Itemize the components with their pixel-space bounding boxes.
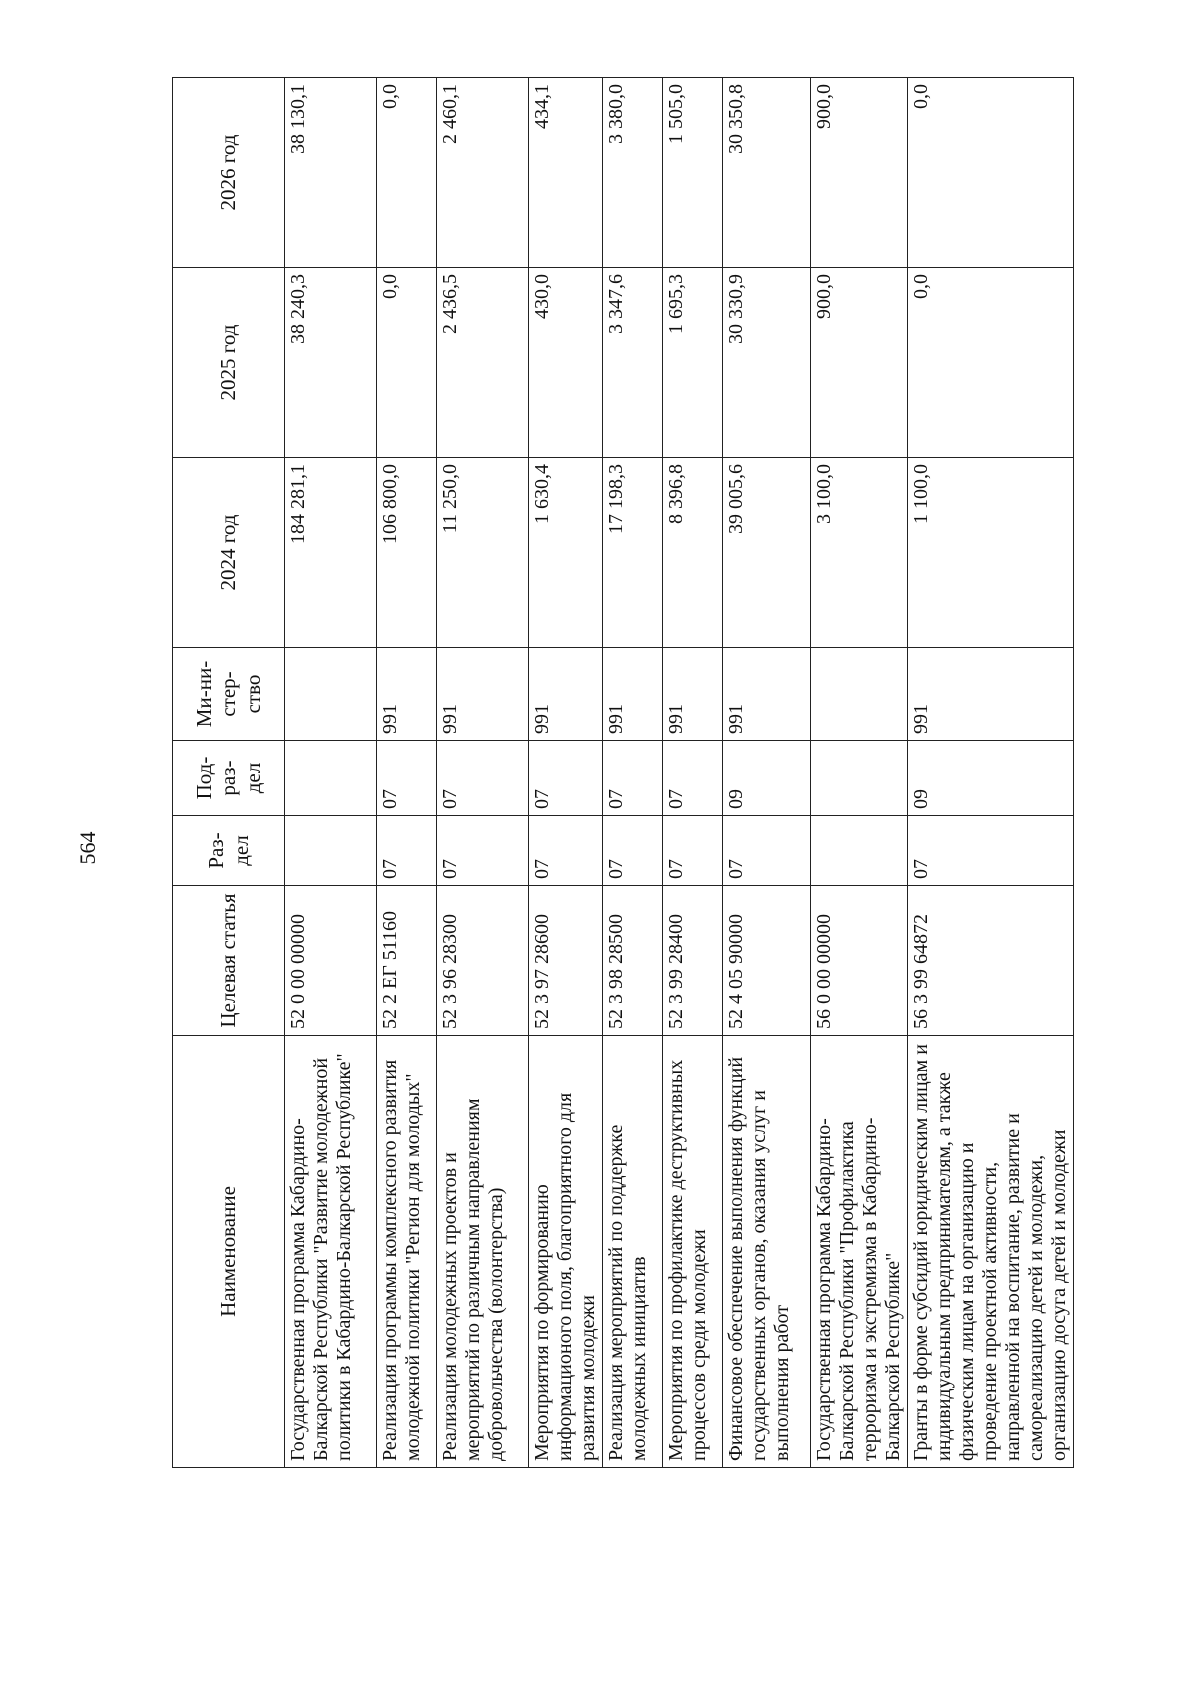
row-target: 52 3 96 28300 — [437, 886, 529, 1036]
row-target: 52 3 98 28500 — [603, 886, 663, 1036]
row-ministry: 991 — [377, 648, 437, 741]
row-2026: 0,0 — [377, 78, 437, 268]
row-2026: 3 380,0 — [603, 78, 663, 268]
page-number: 564 — [75, 831, 100, 865]
row-subsection: 07 — [437, 741, 529, 816]
row-subsection: 09 — [908, 741, 1074, 816]
row-2024: 106 800,0 — [377, 458, 437, 648]
row-2024: 3 100,0 — [811, 458, 908, 648]
row-ministry: 991 — [603, 648, 663, 741]
row-target: 52 3 99 28400 — [663, 886, 723, 1036]
header-2026: 2026 год — [173, 78, 285, 268]
table-header-row — [173, 78, 285, 1468]
row-name: Мероприятия по формированию информационого поля, благоприятного для развития молодежи — [529, 1036, 603, 1468]
row-name: Государственная программа Кабардино-Балкарской Республики "Развитие молодежной политики в Кабардино-Балкарской Республике" — [285, 1036, 377, 1468]
row-section: 07 — [529, 816, 603, 886]
table-row — [811, 78, 908, 1468]
row-name: Мероприятия по профилактике деструктивных процессов среди молодежи — [663, 1036, 723, 1468]
row-2026: 30 350,8 — [723, 78, 811, 268]
row-2026: 1 505,0 — [663, 78, 723, 268]
row-section: 07 — [437, 816, 529, 886]
row-2025: 2 436,5 — [437, 268, 529, 458]
table-row — [663, 78, 723, 1468]
row-2024: 17 198,3 — [603, 458, 663, 648]
row-section — [811, 816, 908, 886]
header-ministry: Ми-ни-стер-ство — [173, 648, 285, 741]
row-section: 07 — [908, 816, 1074, 886]
row-name: Финансовое обеспечение выполнения функций государственных органов, оказания услуг и выполнения работ — [723, 1036, 811, 1468]
header-2025: 2025 год — [173, 268, 285, 458]
row-2024: 1 100,0 — [908, 458, 1074, 648]
row-section — [285, 816, 377, 886]
row-2026: 0,0 — [908, 78, 1074, 268]
row-2024: 11 250,0 — [437, 458, 529, 648]
row-ministry: 991 — [437, 648, 529, 741]
row-2026: 434,1 — [529, 78, 603, 268]
row-2024: 39 005,6 — [723, 458, 811, 648]
row-subsection: 07 — [603, 741, 663, 816]
row-section: 07 — [663, 816, 723, 886]
header-section: Раз-дел — [173, 816, 285, 886]
row-ministry: 991 — [908, 648, 1074, 741]
row-target: 52 4 05 90000 — [723, 886, 811, 1036]
table-row — [908, 78, 1074, 1468]
row-ministry — [811, 648, 908, 741]
row-2025: 0,0 — [908, 268, 1074, 458]
row-name: Государственная программа Кабардино-Балкарской Республики "Профилактика терроризма и экстремизма в Кабардино-Балкарской Республике" — [811, 1036, 908, 1468]
row-target: 52 3 97 28600 — [529, 886, 603, 1036]
row-2025: 3 347,6 — [603, 268, 663, 458]
row-2024: 1 630,4 — [529, 458, 603, 648]
row-name: Реализация мероприятий по поддержке молодежных инициатив — [603, 1036, 663, 1468]
header-name: Наименование — [173, 1036, 285, 1468]
row-2026: 2 460,1 — [437, 78, 529, 268]
row-ministry — [285, 648, 377, 741]
row-2025: 430,0 — [529, 268, 603, 458]
row-2024: 8 396,8 — [663, 458, 723, 648]
row-2025: 1 695,3 — [663, 268, 723, 458]
header-subsection: Под-раз-дел — [173, 741, 285, 816]
row-2025: 900,0 — [811, 268, 908, 458]
table-row — [377, 78, 437, 1468]
row-ministry: 991 — [663, 648, 723, 741]
row-2024: 184 281,1 — [285, 458, 377, 648]
row-subsection: 07 — [529, 741, 603, 816]
row-subsection: 07 — [377, 741, 437, 816]
row-ministry: 991 — [529, 648, 603, 741]
header-2024: 2024 год — [173, 458, 285, 648]
row-section: 07 — [723, 816, 811, 886]
row-2025: 30 330,9 — [723, 268, 811, 458]
row-2026: 38 130,1 — [285, 78, 377, 268]
row-target: 52 2 ЕГ 51160 — [377, 886, 437, 1036]
row-target: 56 0 00 00000 — [811, 886, 908, 1036]
row-subsection: 07 — [663, 741, 723, 816]
row-2026: 900,0 — [811, 78, 908, 268]
row-target: 56 3 99 64872 — [908, 886, 1074, 1036]
row-target: 52 0 00 00000 — [285, 886, 377, 1036]
row-section: 07 — [603, 816, 663, 886]
budget-table-container — [172, 78, 1200, 1461]
row-2025: 0,0 — [377, 268, 437, 458]
table-row — [285, 78, 377, 1468]
row-name: Реализация программы комплексного развития молодежной политики "Регион для молодых" — [377, 1036, 437, 1468]
table-row — [437, 78, 529, 1468]
table-row — [529, 78, 603, 1468]
row-section: 07 — [377, 816, 437, 886]
header-target: Целевая статья — [173, 886, 285, 1036]
row-name: Реализация молодежных проектов и мероприятий по различным направлениям добровольчества (волонтерства) — [437, 1036, 529, 1468]
budget-table — [172, 77, 1074, 1468]
row-2025: 38 240,3 — [285, 268, 377, 458]
table-row — [723, 78, 811, 1468]
row-subsection — [285, 741, 377, 816]
table-row — [603, 78, 663, 1468]
row-name: Гранты в форме субсидий юридическим лицам и индивидуальным предпринимателям, а также физическим лицам на организацию и проведение проектной активности, направленной на воспитание, развитие и самореализацию детей и молодежи, организацию досуга детей и молодежи — [908, 1036, 1074, 1468]
row-ministry: 991 — [723, 648, 811, 741]
row-subsection — [811, 741, 908, 816]
row-subsection: 09 — [723, 741, 811, 816]
